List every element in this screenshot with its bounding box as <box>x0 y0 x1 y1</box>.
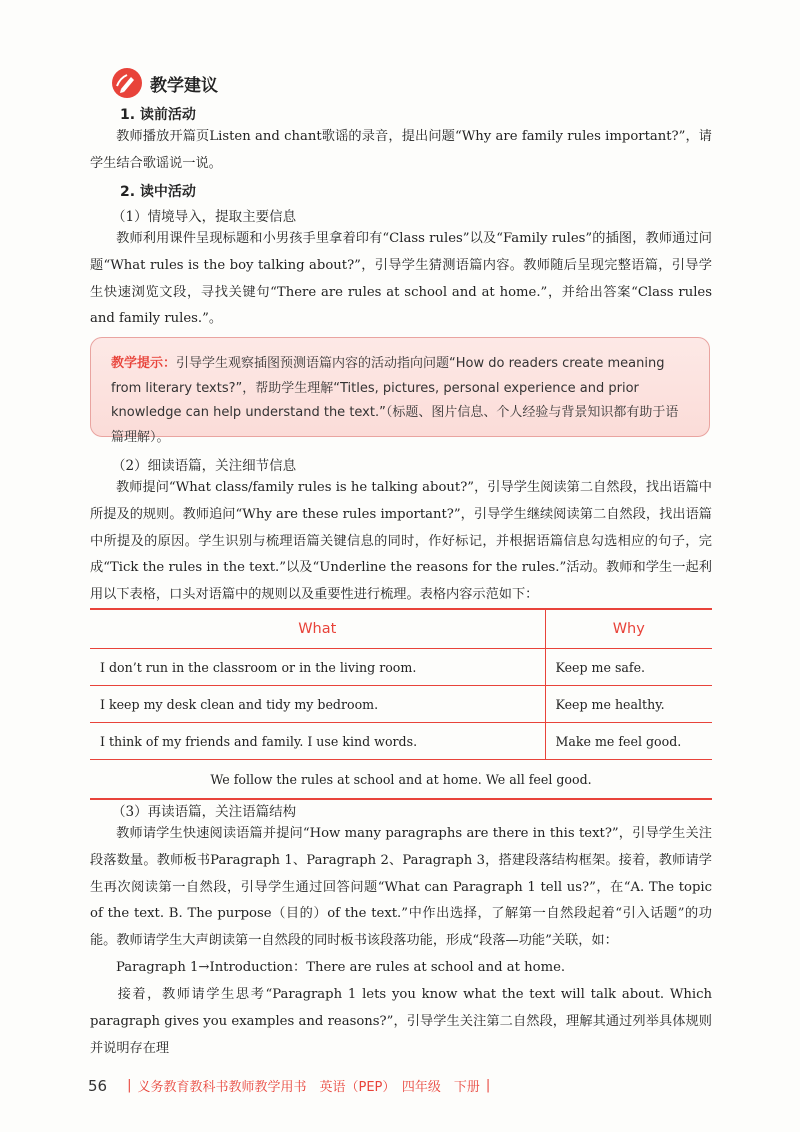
cell-why: Make me feel good. <box>545 723 712 760</box>
section-header <box>112 68 218 98</box>
table-footer: We follow the rules at school and at home. We all feel good. <box>90 760 712 800</box>
subheading-structure: （3）再读语篇，关注语篇结构 <box>112 804 297 820</box>
page-footer <box>88 1076 496 1095</box>
footer-divider: | <box>127 1078 132 1093</box>
table-row <box>90 686 712 723</box>
tip-label: 教学提示： <box>111 356 177 371</box>
table-row <box>90 723 712 760</box>
tip-text: 引导学生观察插图预测语篇内容的活动指向问题“How do readers create meaning from literary texts?”，帮助学生理解“Titles, pictures, personal experience and prior knowledge can help understand the text.”（标题、图片信息、个人经验与背景知识都有助于语篇理解）。 <box>111 356 679 445</box>
paragraph-situation: 教师利用课件呈现标题和小男孩手里拿着印有“Class rules”以及“Family rules”的插图，教师通过问题“What rules is the boy talking about?”，引导学生猜测语篇内容。教师随后呈现完整语篇，引导学生快速浏览文段，寻找关键句“There are rules at school and at home.”，并给出答案“Class rules and family rules.”。 <box>90 231 712 327</box>
paragraph-introduction: Paragraph 1→Introduction：There are rules at school and at home. <box>116 960 566 975</box>
heading-pre-reading: 1. 读前活动 <box>120 107 196 123</box>
paragraph-detail: 教师提问“What class/family rules is he talking about?”，引导学生阅读第二自然段，找出语篇中所提及的规则。教师追问“Why are these rules important?”，引导学生继续阅读第二自然段，找出语篇中所提及的原因。学生识别与梳理语篇关键信息的同时，作好标记，并根据语篇信息勾选相应的句子，完成“Tick the rules in the text.”以及“Underline the reasons for the rules.”活动。教师和学生一起利用以下表格，口头对语篇中的规则以及重要性进行梳理。表格内容示范如下： <box>90 480 712 603</box>
section-title: 教学建议 <box>150 75 218 96</box>
teaching-tip-box <box>90 337 710 445</box>
subheading-situation: （1）情境导入，提取主要信息 <box>112 209 297 225</box>
header-what: What <box>90 609 545 649</box>
paragraph-continue: 接着，教师请学生思考“Paragraph 1 lets you know what the text will talk about. Which paragraph gives you examples and reasons?”，引导学生关注第二自然段，理解其通过列举具体规则并说明存在理 <box>90 987 712 1056</box>
heading-while-reading: 2. 读中活动 <box>120 184 196 200</box>
footer-divider: | <box>485 1078 491 1093</box>
book-title: 义务教育教科书教师教学用书 英语（PEP） 四年级 下册 <box>137 1080 480 1095</box>
table-row <box>90 649 712 686</box>
paragraph-structure: 教师请学生快速阅读语篇并提问“How many paragraphs are there in this text?”，引导学生关注段落数量。教师板书Paragraph 1、Paragraph 2、Paragraph 3，搭建段落结构框架。接着，教师请学生再次阅读第一自然段，引导学生通过回答问题“What can Paragraph 1 tell us?”，在“A. The topic of the text. B. The purpose（目的）of the text.”中作出选择，了解第一自然段起着“引入话题”的功能。教师请学生大声朗读第一自然段的同时板书该段落功能，形成“段落—功能”关联，如： <box>90 826 712 949</box>
cell-why: Keep me safe. <box>545 649 712 686</box>
page-number: 56 <box>88 1076 108 1095</box>
table-footer-row <box>90 760 712 800</box>
cell-what: I keep my desk clean and tidy my bedroom. <box>90 686 545 723</box>
cell-what: I think of my friends and family. I use kind words. <box>90 723 545 760</box>
rules-table <box>90 608 712 800</box>
cell-what: I don’t run in the classroom or in the living room. <box>90 649 545 686</box>
paragraph-pre-reading: 教师播放开篇页Listen and chant歌谣的录音，提出问题“Why are family rules important?”，请学生结合歌谣说一说。 <box>90 129 712 171</box>
header-why: Why <box>545 609 712 649</box>
subheading-detail: （2）细读语篇，关注细节信息 <box>112 458 297 474</box>
table-header-row <box>90 609 712 649</box>
cell-why: Keep me healthy. <box>545 686 712 723</box>
pencil-icon <box>112 68 142 98</box>
